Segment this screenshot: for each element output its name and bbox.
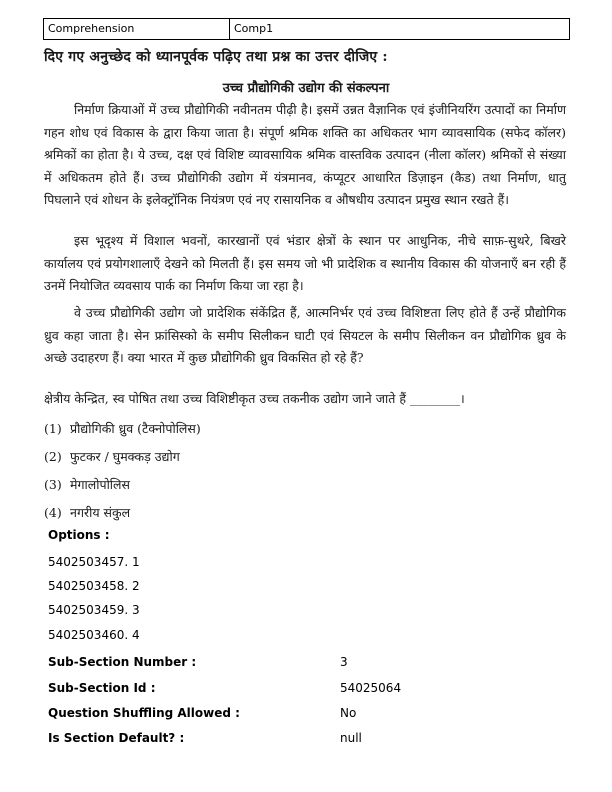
header-table — [43, 18, 570, 40]
choice-item — [44, 498, 201, 526]
header-value-cell: Comp1 — [234, 22, 274, 35]
meta-row-sub-section-id — [48, 681, 568, 695]
choice-text: नगरीय संकुल — [70, 504, 131, 520]
instruction-text: दिए गए अनुच्छेद को ध्यानपूर्वक पढ़िए तथा प्रश्न का उत्तर दीजिए : — [44, 49, 388, 65]
meta-value: null — [340, 731, 362, 745]
header-label-cell: Comprehension — [44, 19, 230, 39]
choice-number: (3) — [44, 476, 62, 492]
meta-value: No — [340, 706, 357, 720]
options-label: Options : — [48, 528, 110, 542]
option-id: 5402503458. 2 — [48, 579, 140, 593]
question-text: क्षेत्रीय केन्द्रित, स्व पोषित तथा उच्च विशिष्टीकृत उच्च तकनीक उद्योग जाने जाते हैं ________। — [44, 391, 465, 406]
passage-paragraph: निर्माण क्रियाओं में उच्च प्रौद्योगिकी नवीनतम पीढ़ी है। इसमें उन्नत वैज्ञानिक एवं इंजीनियरिंग उत्पादों का निर्माण गहन शोध एवं विकास के द्वारा किया जाता है। संपूर्ण श्रमिक शक्ति का अधिकतर भाग व्यावसायिक (सफेद कॉलर) श्रमिकों का होता है। ये उच्च, दक्ष एवं विशिष्ट व्यावसायिक श्रमिक वास्तविक उत्पादन (नीला कॉलर) श्रमिकों से संख्या में अधिकतम होते हैं। उच्च प्रौद्योगिकी उद्योग में यंत्रमानव, कंप्यूटर आधारित डिज़ाइन (कैड) तथा निर्माण, धातु पिघलाने एवं शोधन के इलेक्ट्रॉनिक नियंत्रण एवं नए रासायनिक व औषधीय उत्पादन प्रमुख स्थान रखते हैं। — [44, 102, 566, 207]
choice-number: (2) — [44, 448, 62, 464]
meta-value: 54025064 — [340, 681, 402, 695]
option-id: 5402503457. 1 — [48, 555, 140, 569]
meta-row-shuffling — [48, 706, 568, 720]
meta-value: 3 — [340, 655, 348, 669]
choice-number: (4) — [44, 504, 62, 520]
choice-item — [44, 470, 201, 498]
passage-paragraph: वे उच्च प्रौद्योगिकी उद्योग जो प्रादेशिक संकेंद्रित हैं, आत्मनिर्भर एवं उच्च विशिष्टता लिए होते हैं उन्हें प्रौद्योगिक ध्रुव कहा जाता है। सेन फ्रांसिस्को के समीप सिलीकन घाटी एवं सियटल के समीप सिलीकन वन प्रौद्योगिक ध्रुव के अच्छे उदाहरण हैं। क्या भारत में कुछ प्रौद्योगिकी ध्रुव विकसित हो रहे हैं? — [44, 305, 566, 365]
passage-title: उच्च प्रौद्योगिकी उद्योग की संकल्पना — [222, 81, 390, 96]
choice-item — [44, 414, 201, 442]
meta-row-sub-section-number — [48, 655, 568, 669]
option-id: 5402503459. 3 — [48, 603, 140, 617]
passage-paragraph: इस भूदृश्य में विशाल भवनों, कारखानों एवं भंडार क्षेत्रों के स्थान पर आधुनिक, नीचे साफ़-सुथरे, बिखरे कार्यालय एवं प्रयोगशालाएँ देखने को मिलती हैं। इस समय जो भी प्रादेशिक व स्थानीय विकास की योजनाएँ बन रही हैं उनमें नियोजित व्यवसाय पार्क का निर्माण किया जा रहा है। — [44, 233, 566, 293]
choice-text: प्रौद्योगिकी ध्रुव (टैक्नोपोलिस) — [70, 420, 201, 436]
meta-key: Sub-Section Id : — [48, 681, 156, 695]
meta-key: Sub-Section Number : — [48, 655, 197, 669]
choice-item — [44, 442, 201, 470]
meta-key: Question Shuffling Allowed : — [48, 706, 240, 720]
choice-text: मेगालोपोलिस — [70, 476, 130, 492]
choice-text: फुटकर / घुमक्कड़ उद्योग — [70, 448, 180, 464]
meta-row-section-default — [48, 731, 568, 745]
meta-key: Is Section Default? : — [48, 731, 185, 745]
option-id: 5402503460. 4 — [48, 628, 140, 642]
answer-choices — [44, 414, 201, 526]
choice-number: (1) — [44, 420, 62, 436]
